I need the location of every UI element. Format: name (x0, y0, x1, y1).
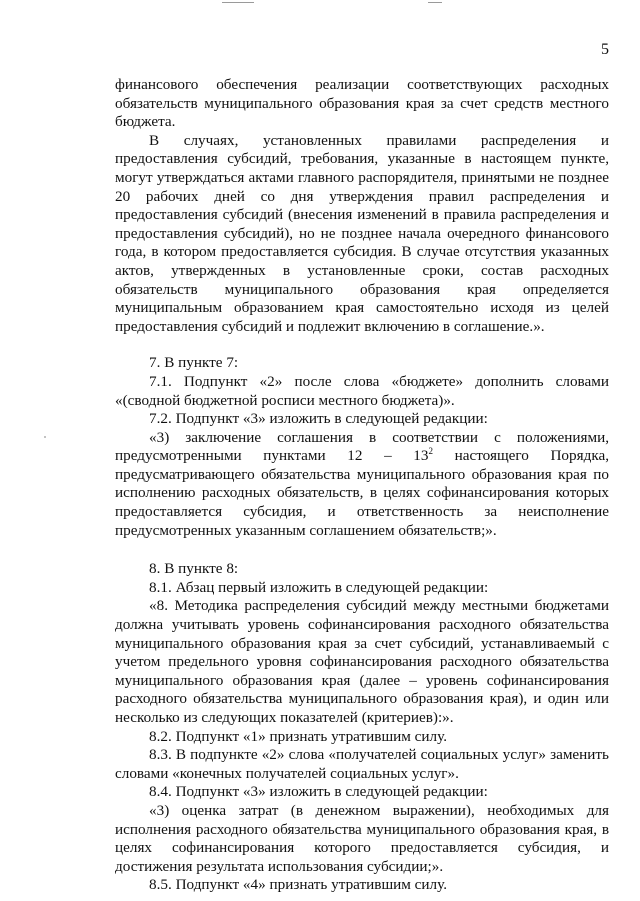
document-body (115, 76, 609, 895)
paragraph-clause-8-3: 8.3. В подпункте «2» слова «получателей социальных услуг» заменить словами «конечных получателей социальных услуг». (115, 746, 609, 782)
paragraph-clause-7-2-text (115, 429, 609, 541)
scan-artifact-top-right (428, 2, 442, 3)
paragraph-clause-8-1: 8.1. Абзац первый изложить в следующей редакции: (149, 578, 489, 596)
paragraph-clause-8-2: 8.2. Подпункт «1» признать утратившим силу. (149, 727, 447, 745)
paragraph-clause-8-4-text: «3) оценка затрат (в денежном выражении), необходимых для исполнения расходного обязательства муниципального образования края, в целях софинансирования которого предоставляется субсидия, и достижения результата использования субсидии;». (115, 801, 609, 875)
paragraph-clause-8-4: 8.4. Подпункт «3» изложить в следующей редакции: (149, 783, 488, 801)
paragraph-clause-8: 8. В пункте 8: (149, 560, 239, 578)
paragraph-clause-7-1: 7.1. Подпункт «2» после слова «бюджете» дополнить словами «(сводной бюджетной росписи местного бюджета)». (115, 372, 609, 409)
paragraph-continuation: финансового обеспечения реализации соответствующих расходных обязательств муниципального образования края за счет средств местного бюджета. (115, 76, 609, 131)
paragraph-clause-7: 7. В пункте 7: (149, 354, 239, 372)
paragraph-clause-8-5: 8.5. Подпункт «4» признать утратившим силу. (149, 876, 447, 894)
clause-7-2-text-end: настоящего Порядка, предусматривающего обязательства муниципального образования края по исполнению расходных обязательств, в целях софинансирования которых предоставляется субсидия, и ответственность за неисполнение предусмотренных указанным соглашением обязательств;». (115, 447, 610, 539)
clause-7-2-text-start: «3) заключение соглашения в соответствии с положениями, предусмотренными пунктами 12 – 13 (115, 428, 609, 465)
scan-artifact-margin-dot (44, 436, 46, 438)
paragraph-subsidy-requirements: В случаях, установленных правилами распределения и предоставления субсидий, требования, указанные в настоящем пункте, могут утверждаться актами главного распорядителя, принятыми не позднее 20 рабочих дней со дня утверждения правил распределения и предоставления субсидий (внесения изменений в правила распределения и предоставления субсидий), но не позднее начала очередного финансового года, в котором предоставляется субсидия. В случае отсутствия указанных актов, утвержденных в установленные сроки, состав расходных обязательств муниципального образования края определяется муниципальным образованием края самостоятельно исходя из целей предоставления субсидий и подлежит включению в соглашение.». (115, 131, 609, 335)
clause-7-2-superscript: 2 (428, 446, 433, 457)
page-number: 5 (601, 41, 609, 58)
paragraph-clause-8-1-text: «8. Методика распределения субсидий между местными бюджетами должна учитывать уровень софинансирования расходного обязательства муниципального образования края за счет субсидий, устанавливаемый с учетом предельного уровня софинансирования расходного обязательства муниципального образования края (далее – уровень софинансирования расходного обязательства муниципального образования края), и один или несколько из следующих показателей (критериев):». (115, 597, 609, 726)
scan-artifact-top-left (222, 2, 254, 3)
paragraph-clause-7-2: 7.2. Подпункт «3» изложить в следующей редакции: (149, 410, 488, 428)
